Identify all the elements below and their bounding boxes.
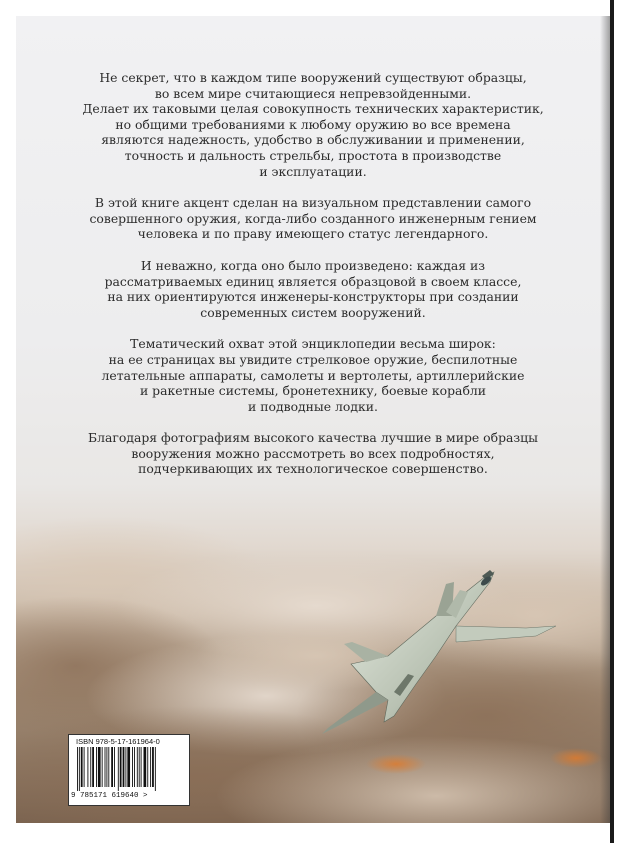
text-line: Тематический охват этой энциклопедии весьма широк: [130,336,496,352]
barcode-bar [87,747,88,787]
text-line: В этой книге акцент сделан на визуальном представлении самого [94,195,532,211]
barcode-bar [92,747,94,787]
barcode-bar [139,747,140,787]
barcode-bar [123,747,125,787]
barcode-bar [127,747,130,787]
text-line: точность и дальность стрельбы, простота в производстве [124,147,502,163]
barcode-bar [114,747,115,787]
paragraph-2 [56,195,570,242]
text-line: И неважно, когда оно было произведено: каждая из [140,257,486,273]
barcode-bar [108,747,109,787]
back-cover [16,16,610,823]
barcode-bar [137,747,138,787]
barcode-bars [75,747,183,791]
barcode-bar [105,747,106,787]
text-line: являются надежность, удобство в обслуживании и применении, [101,132,525,148]
text-line: во всем мире считающиеся непревзойденными. [154,85,472,101]
text-line: современных систем вооружений. [200,304,426,320]
page-edge [610,0,614,843]
barcode-bar [90,747,91,787]
barcode-bar [134,747,135,787]
text-line: летательные аппараты, самолеты и вертолеты, артиллерийские [101,367,525,383]
barcode-bar [141,747,142,787]
text-line: и ракетные системы, бронетехнику, боевые корабли [139,383,487,399]
barcode-bar [96,747,97,787]
text-line: и эксплуатации. [259,163,367,179]
text-line: совершенного оружия, когда-либо созданного инженерным гением [89,210,537,226]
paragraph-5 [56,430,570,477]
isbn-label: ISBN 978-5-17-161964-0 [76,737,160,746]
barcode-bar [84,747,85,787]
barcode-bar [102,747,103,787]
text-line: Благодаря фотографиям высокого качества лучшие в мире образцы [88,430,538,446]
barcode-bar [155,747,156,791]
text-line: Делает их таковыми целая совокупность технических характеристик, [82,101,544,117]
text-line: на них ориентируются инженеры-конструкторы при создании [107,289,519,305]
text-line: Не секрет, что в каждом типе вооружений существуют образцы, [99,70,527,85]
barcode-bar [147,747,148,787]
barcode-bar [77,747,78,791]
barcode-bar [111,747,113,787]
barcode-bar [98,747,101,787]
isbn-barcode [68,734,190,806]
barcode-bar [118,747,119,791]
barcode-bar [125,747,126,787]
barcode-bar [152,747,154,787]
paragraph-1 [56,70,570,179]
text-line: на ее страницах вы увидите стрелковое оружие, беспилотные [108,351,518,367]
barcode-bar [81,747,83,787]
paragraph-3 [56,258,570,320]
barcode-digits: 9 785171 619640 > [71,792,148,800]
text-line: рассматриваемых единиц является образцовой в своем классе, [104,273,522,289]
text-line: вооружения можно рассмотреть во всех подробностях, [131,445,495,461]
text-line: человека и по праву имеющего статус легендарного. [137,226,489,242]
barcode-bar [106,747,107,787]
paragraph-4 [56,336,570,414]
annotation-text [56,70,570,493]
barcode-bar [144,747,147,787]
spine-shadow [600,16,610,823]
text-line: и подводные лодки. [248,398,378,414]
barcode-bar [79,747,80,791]
barcode-bar [120,747,122,787]
text-line: подчеркивающих их технологическое совершенство. [138,461,488,477]
text-line: но общими требованиями к любому оружию во все времена [115,116,511,132]
barcode-bar [132,747,133,787]
barcode-bar [150,747,151,787]
